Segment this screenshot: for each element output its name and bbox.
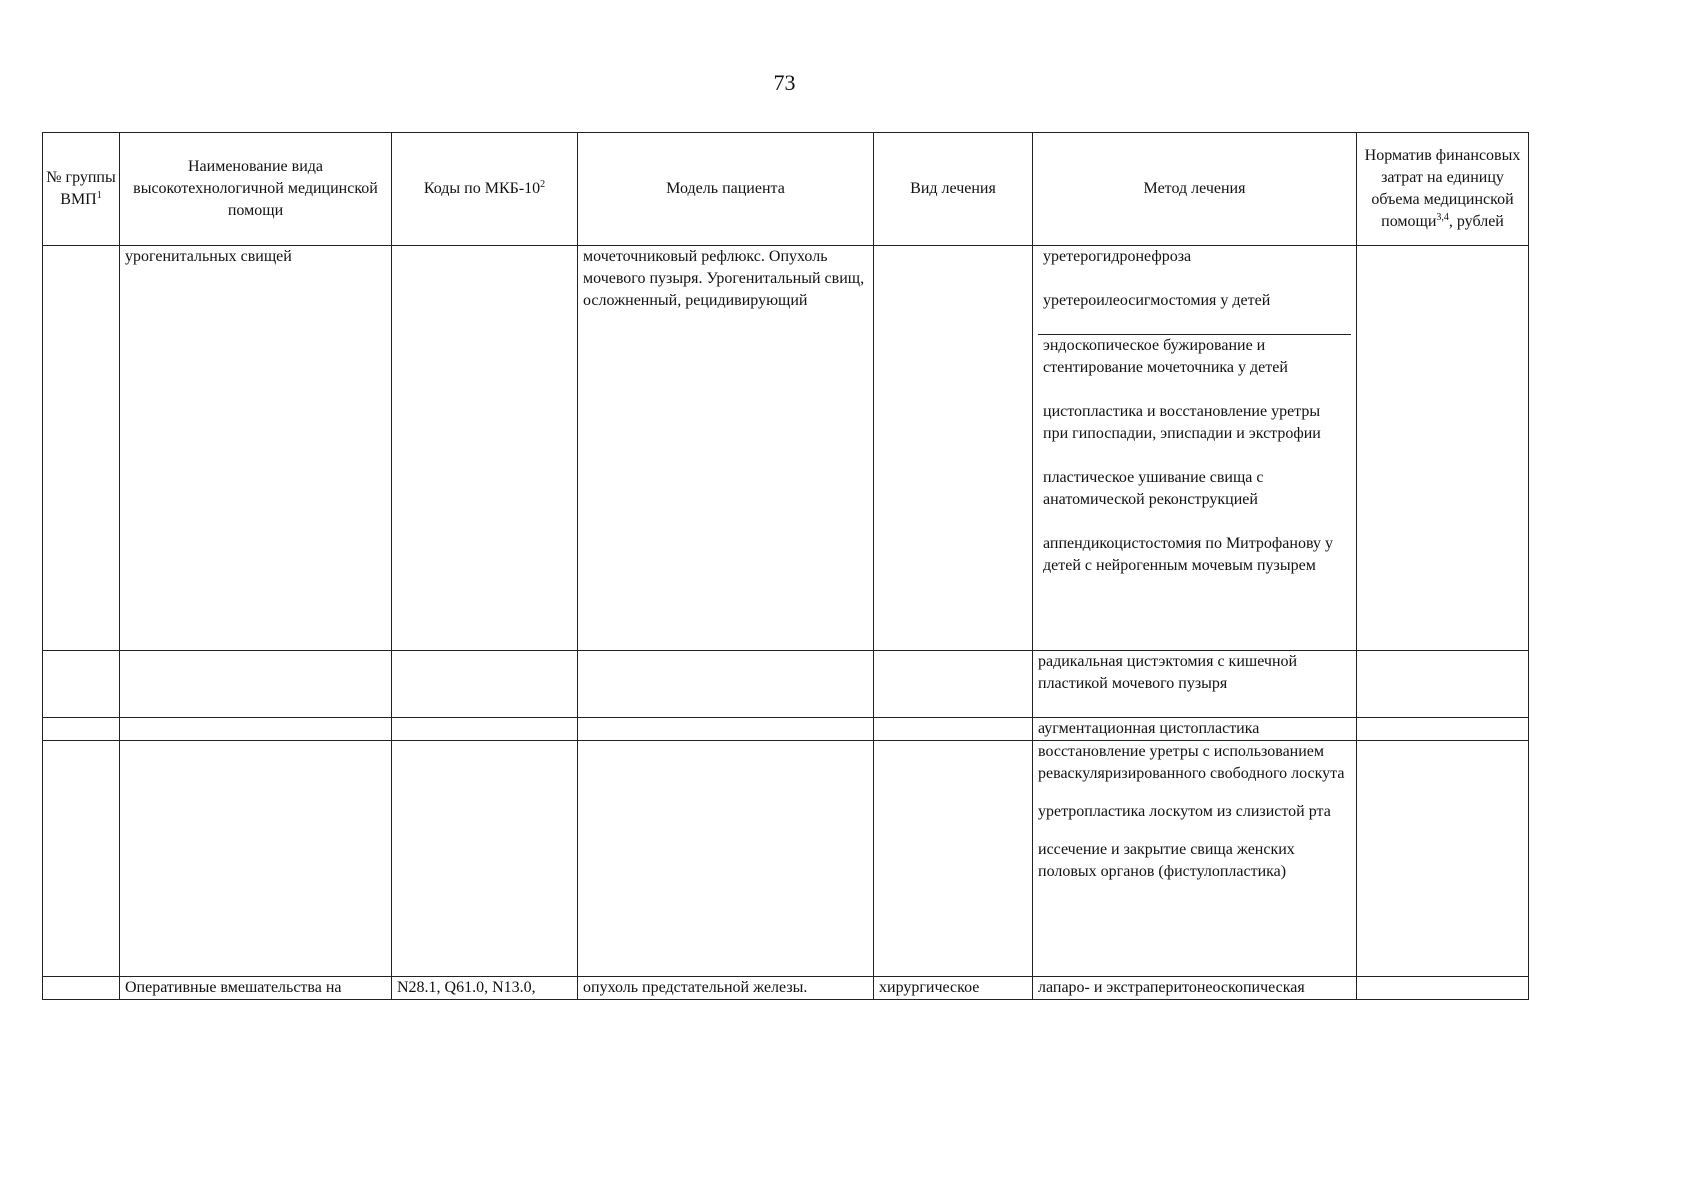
method-group-bottom: эндоскопическое бужирование и стентирование мочеточника у детей цистопластика и восстановление уретры при гипоспадии, эписпадии и экстрофии пластическое ушивание свища с анатомической реконструкцией аппендикоцистостомия по Митрофанову у детей с нейрогенным мочевым пузырем — [1043, 337, 1333, 574]
page-number: 73 — [773, 70, 796, 95]
cell-cost-norm — [1357, 246, 1529, 651]
cell-patient-model: мочеточниковый рефлюкс. Опухоль мочевого пузыря. Урогенитальный свищ, осложненный, рецидивирующий — [578, 246, 874, 651]
table-row — [43, 246, 1529, 651]
cell-icd-codes — [392, 246, 578, 651]
cell-group-number — [43, 977, 120, 1000]
table-row — [43, 651, 1529, 718]
header-treatment-type: Вид лечения — [874, 133, 1033, 246]
header-group-number: № группы ВМП$^1$ — [43, 133, 120, 246]
cell-treatment-method: радикальная цистэктомия с кишечной пластикой мочевого пузыря — [1033, 651, 1357, 718]
header-icd-codes: Коды по МКБ-$10^2$ — [392, 133, 578, 246]
header-cost-norm: Норматив финансовых затрат на единицу объема медицинской помощи$^{3,4}$, рублей — [1357, 133, 1529, 246]
cell-treatment-method: восстановление уретры с использованием реваскуляризированного свободного лоскута уретропластика лоскутом из слизистой рта иссечение и закрытие свища женских половых органов (фистулопластика) — [1033, 741, 1357, 977]
header-patient-model: Модель пациента — [578, 133, 874, 246]
cell-treatment-method — [1033, 246, 1357, 651]
cell-cost-norm — [1357, 977, 1529, 1000]
cell-treatment-method: лапаро- и экстраперитонеоскопическая — [1033, 977, 1357, 1000]
table-row — [43, 718, 1529, 741]
cell-patient-model: опухоль предстательной железы. — [578, 977, 874, 1000]
cell-treatment-method: аугментационная цистопластика — [1033, 718, 1357, 741]
vmp-table — [42, 132, 1529, 1000]
cell-icd-codes: N28.1, Q61.0, N13.0, — [392, 977, 578, 1000]
cell-care-type: Оперативные вмешательства на — [120, 977, 392, 1000]
header-treatment-method: Метод лечения — [1033, 133, 1357, 246]
table-row — [43, 741, 1529, 977]
table-row — [43, 977, 1529, 1000]
table-header-row — [43, 133, 1529, 246]
cell-treatment-type — [874, 246, 1033, 651]
header-care-type: Наименование вида высокотехнологичной медицинской помощи — [120, 133, 392, 246]
cell-care-type: урогенитальных свищей — [120, 246, 392, 651]
cell-group-number — [43, 246, 120, 651]
method-group-top: уретерогидронефроза уретероилеосигмостомия у детей — [1038, 246, 1351, 335]
cell-treatment-type: хирургическое — [874, 977, 1033, 1000]
